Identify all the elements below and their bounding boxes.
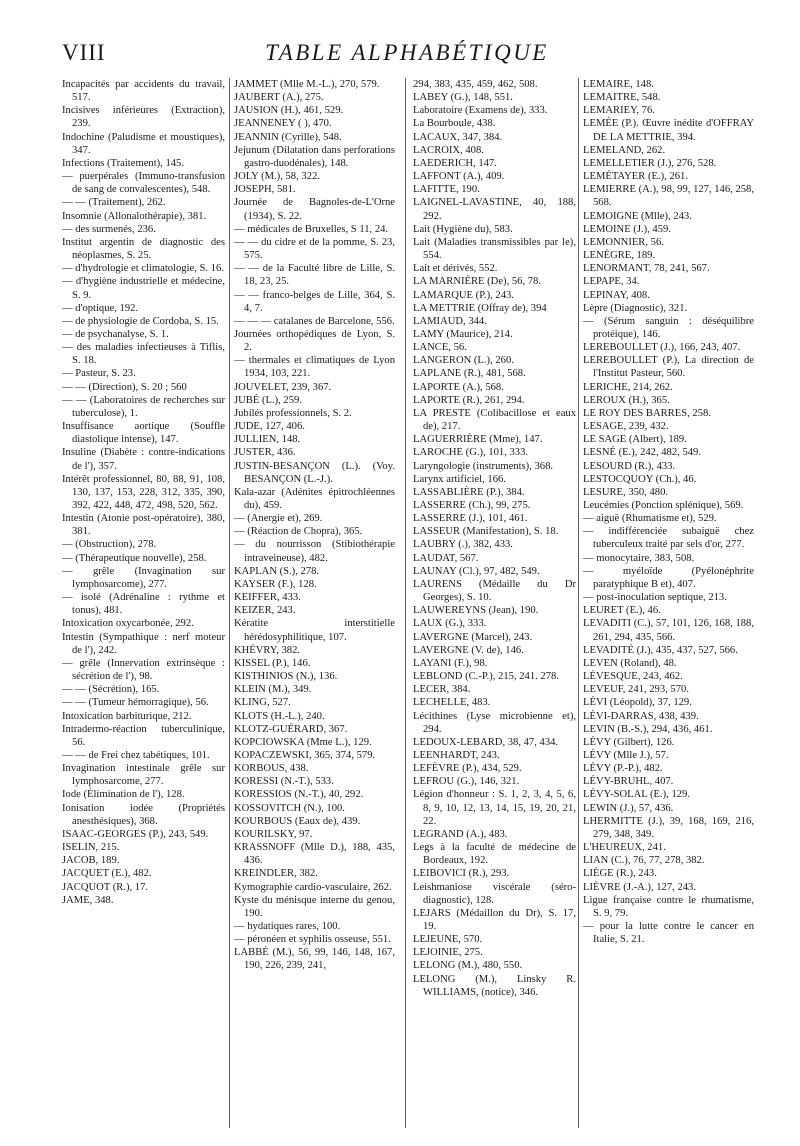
index-entry: 294, 383, 435, 459, 462, 508. <box>413 79 538 90</box>
index-entry: LAURENS (Médaille du Dr Georges), S. 10. <box>413 578 576 604</box>
index-entry: JAUBERT (A.), 275. <box>234 92 324 104</box>
index-entry: LAGUERRIÈRE (Mme), 147. <box>413 434 543 446</box>
index-entry: JOLY (M.), 58, 322. <box>234 171 320 183</box>
index-entry: KOPCIOWSKA (Mme L.), 129. <box>234 736 372 748</box>
index-entry: LEENHARDT, 243. <box>413 749 500 761</box>
index-entry: JUDE, 127, 406. <box>234 421 305 433</box>
index-entry: LEMAIRE, 148. <box>583 79 654 90</box>
index-entry: — (Anergie et), 269. <box>234 513 323 525</box>
index-entry: LEMONNIER, 56. <box>583 236 664 248</box>
index-entry: LÉVI (Léopold), 37, 129. <box>583 697 692 709</box>
index-entry: LEMELAND, 262. <box>583 144 666 156</box>
index-entry: LHERMITTE (J.), 39, 168, 169, 216, 279, 348, 349. <box>583 815 754 840</box>
index-entry: Kératite interstitielle hérédosyphilitique, 107. <box>234 618 395 643</box>
index-entry: LAMIAUD, 344. <box>413 315 487 327</box>
index-entry: JACOB, 189. <box>62 855 120 867</box>
index-entry: KHÉVRY, 382. <box>234 644 301 656</box>
index-entry: LAMY (Maurice), 214. <box>413 328 513 340</box>
index-entry: KORBOUS, 438. <box>234 763 309 775</box>
index-entry: — — (Direction), S. 20 ; 560 <box>62 381 187 393</box>
index-entry: Jejunum (Dilatation dans perforations gastro-duodénales), 148. <box>234 144 395 169</box>
index-entry: L'HEUREUX, 241. <box>583 842 666 854</box>
index-column-1 <box>62 78 225 1128</box>
index-entry: JUSTER, 436. <box>234 447 296 459</box>
index-entry: KLOTZ-GUÉRARD, 367. <box>234 723 348 735</box>
index-entry: Légion d'honneur : S. 1, 2, 3, 4, 5, 6, 8, 9, 10, 12, 13, 14, 15, 19, 20, 21, 22. <box>413 789 576 827</box>
index-entry: — (Réaction de Chopra), 365. <box>234 526 363 538</box>
index-entry: — — (Traitement), 262. <box>62 197 166 209</box>
index-entry: — thermales et climatiques de Lyon 1934, 103, 221. <box>234 355 395 380</box>
index-entry: LAPORTE (A.), 568. <box>413 381 504 393</box>
index-entry: — puerpérales (Immuno-transfusion de sang de convalescentes), 548. <box>62 171 225 196</box>
index-entry: LASSABLIÈRE (P.), 384. <box>413 486 525 498</box>
index-entry: Insuffisance aortique (Souffle diastolique intense), 147. <box>62 421 225 446</box>
index-entry: LÉVY (Gilbert), 126. <box>583 736 675 748</box>
index-entry: LEVADITI (C.), 57, 101, 126, 168, 188, 261, 294, 435, 566. <box>583 618 754 643</box>
index-entry: Kyste du ménisque interne du genou, 190. <box>234 894 395 919</box>
index-entry: LECHELLE, 483. <box>413 697 491 709</box>
index-entry: LECER, 384. <box>413 684 471 696</box>
index-entry: LEREBOULLET (P.), La direction de l'Institut Pasteur, 560. <box>583 355 754 380</box>
index-entry: KOURILSKY, 97. <box>234 828 313 840</box>
index-entry: LABEY (G.), 148, 551. <box>413 92 513 104</box>
index-entry: Infections (Traitement), 145. <box>62 157 184 169</box>
index-entry: Leishmaniose viscérale (séro-diagnostic), 128. <box>413 881 576 906</box>
index-entry: Legs à la faculté de médecine de Bordeaux, 192. <box>413 842 576 867</box>
index-entry: LEGRAND (A.), 483. <box>413 828 508 840</box>
index-entry: — (Thérapeutique nouvelle), 258. <box>62 552 207 564</box>
index-entry: — pour la lutte contre le cancer en Italie, S. 21. <box>583 921 754 946</box>
index-entry: LEBLOND (C.-P.), 215, 241. 278. <box>413 671 559 683</box>
index-entry: La Bourboule, 438. <box>413 118 496 130</box>
index-entry: KOPACZEWSKI, 365, 374, 579. <box>234 749 376 761</box>
index-entry: LE SAGE (Albert), 189. <box>583 434 687 446</box>
index-entry: LEMIERRE (A.), 98, 99, 127, 146, 258, 568. <box>583 184 754 209</box>
index-entry: Intestin (Sympathique : nerf moteur de l'), 242. <box>62 631 225 656</box>
index-entry: Incisives inférieures (Extraction), 239. <box>62 105 225 130</box>
index-entry: KOURBOUS (Eaux de), 439. <box>234 815 361 827</box>
page-title: TABLE ALPHABÉTIQUE <box>265 40 549 65</box>
index-entry: Jubilés professionnels, S. 2. <box>234 407 352 419</box>
index-entry: LA PRESTE (Colibacillose et eaux de), 217. <box>413 407 576 433</box>
index-entry: — indifférenciée subaiguë chez tuberculeux traité par sels d'or, 277. <box>583 526 754 551</box>
index-entry: LAFITTE, 190. <box>413 184 480 196</box>
index-entry: LAVERGNE (Marcel), 243. <box>413 631 533 643</box>
index-entry: LEDOUX-LEBARD, 38, 47, 434. <box>413 736 559 748</box>
index-entry: — d'hydrologie et climatologie, S. 16. <box>62 263 224 275</box>
index-entry: — isolé (Adrénaline : rythme et tonus), 481. <box>62 592 225 617</box>
index-entry: LEFÈVRE (P.), 434, 529. <box>413 763 522 775</box>
index-entry: — — du cidre et de la pomme, S. 23, 575. <box>234 236 395 262</box>
index-entry: LEMOINE (J.), 459. <box>583 223 671 235</box>
index-entry: Ionisation iodée (Propriétés anesthésiques), 368. <box>62 802 225 827</box>
column-divider <box>578 78 579 1128</box>
index-entry: Larynx artificiel, 166. <box>413 473 506 485</box>
index-entry: LEMÉE (P.). Œuvre inédite d'OFFRAY DE LA METTRIE, 394. <box>583 118 754 143</box>
index-entry: LEIBOVICI (R.), 293. <box>413 868 510 880</box>
index-entry: LESOURD (R.), 433. <box>583 460 676 472</box>
index-entry: JACQUET (E.), 482. <box>62 868 152 880</box>
index-entry: LE ROY DES BARRES, 258. <box>583 407 711 419</box>
index-entry: Laboratoire (Examens de), 333. <box>413 105 548 117</box>
index-entry: — monocytaire, 383, 508. <box>583 552 695 564</box>
index-entry: LÉVY (P.-P.), 482. <box>583 763 663 775</box>
index-entry: LAUNAY (Cl.), 97, 482, 549. <box>413 565 540 577</box>
index-entry: — d'hygiène industrielle et médecine, S. 9. <box>62 276 225 301</box>
index-entry: — de psychanalyse, S. 1. <box>62 328 169 340</box>
index-entry: — (Sérum sanguin : déséquilibre protéique), 146. <box>583 315 754 340</box>
index-entry: LEURET (E.), 46. <box>583 605 661 617</box>
index-entry: LA MARNIÈRE (De), 56, 78. <box>413 276 541 288</box>
index-entry: — — (Sécrétion), 165. <box>62 684 160 696</box>
index-entry: LÉVESQUE, 243, 462. <box>583 671 683 683</box>
index-entry: KLOTS (H.-L.), 240. <box>234 710 325 722</box>
index-entry: LAUX (G.), 333. <box>413 618 487 630</box>
index-entry: — de physiologie de Cordoba, S. 15. <box>62 315 219 327</box>
index-entry: KISSEL (P.), 146. <box>234 657 311 669</box>
index-columns <box>62 78 754 1128</box>
index-entry: KRASSNOFF (Mlle D.), 188, 435, 436. <box>234 842 395 867</box>
index-entry: — grêle (Innervation extrinsèque : sécrétion de l'), 98. <box>62 657 225 683</box>
index-entry: LEFROU (G.), 146, 321. <box>413 776 520 788</box>
index-entry: JAMMET (Mlle M.-L.), 270, 579. <box>234 79 380 90</box>
index-entry: LANCE, 56. <box>413 342 467 354</box>
index-entry: LEMAITRE, 548. <box>583 92 661 104</box>
index-entry: JEANNENEY ( ), 470. <box>234 118 332 130</box>
index-entry: Intoxication barbiturique, 212. <box>62 710 192 722</box>
index-entry: LEWIN (J.), 57, 436. <box>583 802 674 814</box>
index-entry: — — (Laboratoires de recherches sur tuberculose), 1. <box>62 394 225 419</box>
index-entry: — — de Frei chez tabétiques, 101. <box>62 749 210 761</box>
index-entry: LEVIN (B.-S.), 294, 436, 461. <box>583 723 713 735</box>
index-entry: LAROCHE (G.), 101, 333. <box>413 447 529 459</box>
index-entry: LIAN (C.), 76, 77, 278, 382. <box>583 855 705 867</box>
index-entry: — du nourrisson (Stibiothérapie intraveineuse), 482. <box>234 539 395 564</box>
index-entry: Lécithines (Lyse microbienne et), 294. <box>413 710 576 735</box>
page-number: VIII <box>62 40 106 65</box>
index-entry: JOUVELET, 239, 367. <box>234 381 332 393</box>
index-entry: LEMELLETIER (J.), 276, 528. <box>583 157 717 169</box>
index-entry: LACAUX, 347, 384. <box>413 131 503 143</box>
index-entry: JULLIEN, 148. <box>234 434 301 446</box>
index-entry: LEROUX (H.), 365. <box>583 394 670 406</box>
index-entry: LENÈGRE, 189. <box>583 250 656 262</box>
index-entry: — d'optique, 192. <box>62 302 139 314</box>
index-entry: LA METTRIE (Offray de), 394 <box>413 302 547 314</box>
index-entry: LAUWEREYNS (Jean), 190. <box>413 605 539 617</box>
index-entry: LEPINAY, 408. <box>583 289 650 301</box>
index-entry: LEVEUF, 241, 293, 570. <box>583 684 689 696</box>
index-entry: — — — catalanes de Barcelone, 556. <box>234 315 395 327</box>
index-entry: LENORMANT, 78, 241, 567. <box>583 263 710 275</box>
index-column-3 <box>413 78 576 1128</box>
index-entry: JOSEPH, 581. <box>234 184 296 196</box>
index-entry: KLEIN (M.), 349. <box>234 684 312 696</box>
index-entry: LEMARIEY, 76. <box>583 105 655 117</box>
index-entry: LAUDAT, 567. <box>413 552 479 564</box>
index-entry: — aiguë (Rhumatisme et), 529. <box>583 513 717 525</box>
index-entry: JUSTIN-BESANÇON (L.). (Voy. BESANÇON (L.-J.). <box>234 460 395 485</box>
index-entry: LESURE, 350, 480. <box>583 486 669 498</box>
index-entry: KEIFFER, 433. <box>234 592 301 604</box>
index-entry: LEVEN (Roland), 48. <box>583 657 677 669</box>
index-entry: LÉVI-DARRAS, 438, 439. <box>583 710 699 722</box>
page-header <box>62 40 752 74</box>
index-entry: LABBÉ (M.), 56, 99, 146, 148, 167, 190, 226, 239, 241, <box>234 947 395 972</box>
index-entry: LESNÉ (E.), 242, 482, 549. <box>583 447 701 459</box>
index-entry: Indochine (Paludisme et moustiques), 347. <box>62 131 225 156</box>
index-entry: LEREBOULLET (J.), 166, 243, 407. <box>583 342 741 354</box>
index-entry: KORESSIOS (N.-T.), 40, 292. <box>234 789 364 801</box>
index-entry: KLING, 527. <box>234 697 291 709</box>
index-entry: LAYANI (F.), 98. <box>413 657 488 669</box>
index-entry: KREINDLER, 382. <box>234 868 318 880</box>
index-entry: LAPLANE (R.), 481, 568. <box>413 368 526 380</box>
index-entry: LAUBRY (.), 382, 433. <box>413 539 513 551</box>
index-entry: JAUSION (H.), 461, 529. <box>234 105 344 117</box>
column-divider <box>229 78 230 1128</box>
index-entry: — — (Tumeur hémorragique), 56. <box>62 697 209 709</box>
column-divider <box>405 78 406 1128</box>
index-entry: LASSERRE (J.), 101, 461. <box>413 513 528 525</box>
index-entry: — grêle (Invagination sur lymphosarcome), 277. <box>62 565 225 590</box>
index-entry: Insomnie (Allonalothérapie), 381. <box>62 210 207 222</box>
index-entry: Intoxication oxycarbonée, 292. <box>62 618 194 630</box>
index-entry: JACQUOT (R.), 17. <box>62 881 149 893</box>
index-entry: — péronéen et syphilis osseuse, 551. <box>234 934 391 946</box>
index-entry: LASSEUR (Manifestation), S. 18. <box>413 526 559 538</box>
index-entry: LAFFONT (A.), 409. <box>413 171 505 183</box>
index-entry: JAME, 348. <box>62 894 114 906</box>
index-entry: LIÈGE (R.), 243. <box>583 868 657 880</box>
index-entry: Journée de Bagnoles-de-L'Orne (1934), S. 22. <box>234 197 395 222</box>
index-entry: KISTHINIOS (N.), 136. <box>234 671 338 683</box>
index-entry: — des maladies infectieuses à Tiflis, S. 18. <box>62 342 225 367</box>
index-entry: Journées orthopédiques de Lyon, S. 2. <box>234 328 395 354</box>
index-entry: — — de la Faculté libre de Lille, S. 18, 23, 25. <box>234 263 395 288</box>
index-entry: — des surmenés, 236. <box>62 223 156 235</box>
index-entry: Iode (Élimination de l'), 128. <box>62 789 185 801</box>
index-entry: LÉVY-BRUHL, 407. <box>583 776 674 788</box>
index-entry: LEMOIGNE (Mlle), 243. <box>583 210 692 222</box>
index-entry: LELONG (M.), 480, 550. <box>413 960 523 972</box>
index-entry: LÉVY-SOLAL (E.), 129. <box>583 789 690 801</box>
index-entry: LEJEUNE, 570. <box>413 934 483 946</box>
index-entry: LERICHE, 214, 262. <box>583 381 673 393</box>
index-entry: Lait (Maladies transmissibles par le), 554. <box>413 236 576 262</box>
index-entry: — myéloïde (Pyélonéphrite paratyphique B et), 407. <box>583 565 754 590</box>
index-entry: Laryngologie (instruments), 368. <box>413 460 554 472</box>
index-entry: — — franco-belges de Lille, 364, S. 4, 7. <box>234 289 395 314</box>
index-entry: LAPORTE (R.), 261, 294. <box>413 394 525 406</box>
index-entry: Lait (Hygiène du), 583. <box>413 223 513 235</box>
index-column-2 <box>234 78 395 1128</box>
index-entry: LAMARQUE (P.), 243. <box>413 289 514 301</box>
index-entry: KOSSOVITCH (N.), 100. <box>234 802 345 814</box>
index-entry: LAEDERICH, 147. <box>413 157 497 169</box>
index-entry: Incapacités par accidents du travail, 517. <box>62 79 225 104</box>
index-entry: LEJARS (Médaillon du Dr), S. 17, 19. <box>413 907 576 932</box>
index-entry: Insuline (Diabète : contre-indications de l'), 357. <box>62 447 225 472</box>
index-entry: Ligue française contre le rhumatisme, S. 9, 79. <box>583 894 754 919</box>
index-entry: LAIGNEL-LAVASTINE, 40, 188, 292. <box>413 197 576 222</box>
index-entry: LEJOINIE, 275. <box>413 947 483 959</box>
index-entry: Invagination intestinale grêle sur lymphosarcome, 277. <box>62 763 225 788</box>
index-entry: LESAGE, 239, 432. <box>583 421 669 433</box>
index-entry: KAYSER (F.), 128. <box>234 578 317 590</box>
index-entry: Intestin (Atonie post-opératoire), 380, 381. <box>62 513 225 538</box>
index-entry: — post-inoculation septique, 213. <box>583 592 727 604</box>
index-entry: LIÈVRE (J.-A.), 127, 243. <box>583 881 696 893</box>
index-entry: LÉVY (Mlle J.), 57. <box>583 749 669 761</box>
index-entry: LEPAPE, 34. <box>583 276 640 288</box>
index-column-4 <box>583 78 754 1128</box>
index-entry: JEANNIN (Cyrille), 548. <box>234 131 342 143</box>
index-entry: LASSERRE (Ch.), 99, 275. <box>413 500 531 511</box>
index-entry: — médicales de Bruxelles, S 11, 24. <box>234 223 389 235</box>
index-entry: ISAAC-GEORGES (P.), 243, 549. <box>62 828 209 840</box>
index-entry: LEVADITÉ (J.), 435, 437, 527, 566. <box>583 644 738 656</box>
index-entry: Lait et dérivés, 552. <box>413 263 498 275</box>
index-entry: JUBÉ (L.), 259. <box>234 394 302 406</box>
index-entry: — hydatiques rares, 100. <box>234 921 341 932</box>
index-entry: Intérêt professionnel, 80, 88, 91, 108, 130, 137, 153, 228, 312, 335, 390, 392, 422, 448, 472, 498, 520, 562. <box>62 473 225 511</box>
index-entry: ISELIN, 215. <box>62 842 120 854</box>
index-entry: Kymographie cardio-vasculaire, 262. <box>234 881 392 893</box>
index-entry: Institut argentin de diagnostic des néoplasmes, S. 25. <box>62 236 225 262</box>
index-entry: KEIZER, 243. <box>234 605 296 617</box>
index-entry: KAPLAN (S.), 278. <box>234 565 320 577</box>
index-entry: LELONG (M.), Linsky R. WILLIAMS, (notice), 346. <box>413 973 576 998</box>
index-entry: LACROIX, 408. <box>413 144 484 156</box>
index-entry: KORESSI (N.-T.), 533. <box>234 776 334 788</box>
index-entry: Lèpre (Diagnostic), 321. <box>583 302 688 314</box>
index-entry: Leucémies (Ponction splénique), 569. <box>583 500 744 511</box>
index-entry: Intradermo-réaction tuberculinique, 56. <box>62 723 225 748</box>
index-entry: — (Obstruction), 278. <box>62 539 157 551</box>
index-entry: Kala-azar (Adénites épitrochléennes du), 459. <box>234 486 395 511</box>
index-entry: LEMÉTAYER (E.), 261. <box>583 171 688 183</box>
index-entry: — Pasteur, S. 23. <box>62 368 136 380</box>
index-entry: LANGERON (L.), 260. <box>413 355 514 367</box>
index-entry: LAVERGNE (V. de), 146. <box>413 644 524 656</box>
index-entry: LESTOCQUOY (Ch.), 46. <box>583 473 697 485</box>
